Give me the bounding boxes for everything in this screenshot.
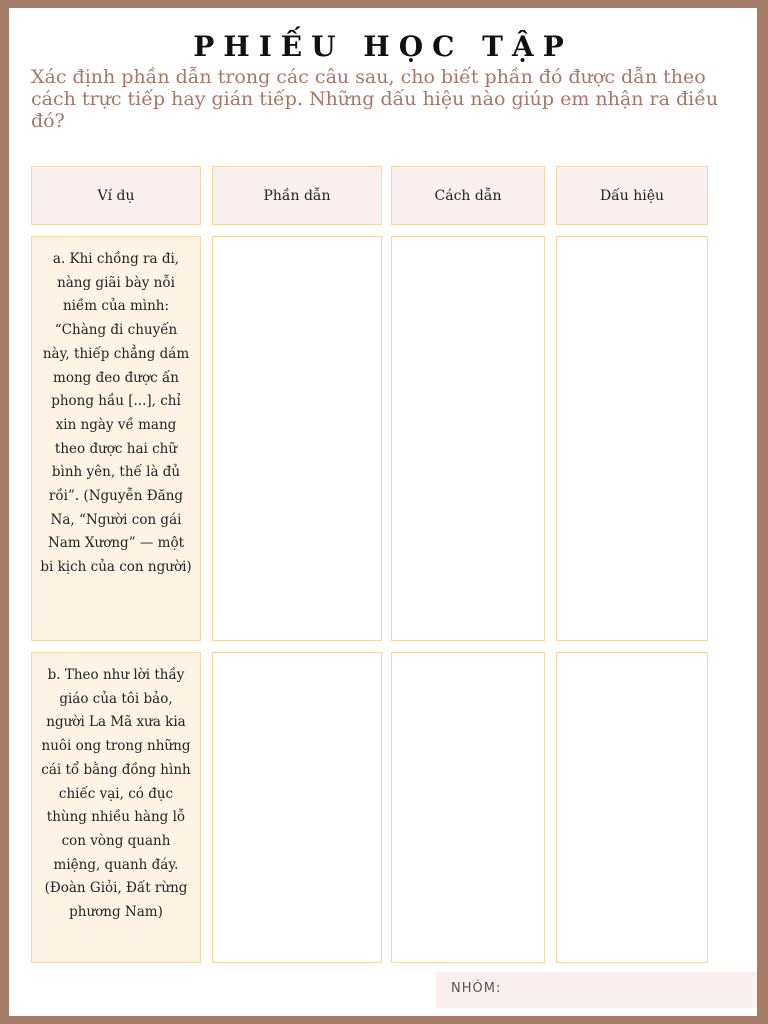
example-b-cell: b. Theo như lời thầy giáo của tôi bảo, người La Mã xưa kia nuôi ong trong những cái tổ bằng đồng hình chiếc vại, có đục thùng nhiều hàng lỗ con vòng quanh miệng, quanh đáy. (Đoàn Giỏi, Đất rừng phương Nam) bbox=[31, 652, 201, 963]
answer-cach-dan-b bbox=[391, 652, 545, 963]
example-a-cell: a. Khi chồng ra đi, nàng giãi bày nỗi niềm của mình: “Chàng đi chuyến này, thiếp chẳng dám mong đeo được ấn phong hầu [...], chỉ xin ngày về mang theo được hai chữ bình yên, thế là đủ rồi”. (Nguyễn Đăng Na, “Người con gái Nam Xương” — một bi kịch của con người) bbox=[31, 236, 201, 641]
header-vi-du: Ví dụ bbox=[31, 166, 201, 225]
worksheet-page bbox=[9, 8, 757, 1016]
answer-phan-dan-a bbox=[212, 236, 382, 641]
instruction-text: Xác định phần dẫn trong các câu sau, cho biết phần đó được dẫn theo cách trực tiếp hay gián tiếp. Những dấu hiệu nào giúp em nhận ra điều đó? bbox=[31, 66, 719, 132]
answer-dau-hieu-a bbox=[556, 236, 708, 641]
header-phan-dan: Phần dẫn bbox=[212, 166, 382, 225]
answer-cach-dan-a bbox=[391, 236, 545, 641]
header-dau-hieu: Dấu hiệu bbox=[556, 166, 708, 225]
group-label: NHÓM: bbox=[451, 981, 502, 996]
page-title: PHIẾU HỌC TẬP bbox=[193, 30, 573, 63]
header-cach-dan: Cách dẫn bbox=[391, 166, 545, 225]
group-name-box bbox=[436, 972, 757, 1008]
answer-dau-hieu-b bbox=[556, 652, 708, 963]
answer-phan-dan-b bbox=[212, 652, 382, 963]
